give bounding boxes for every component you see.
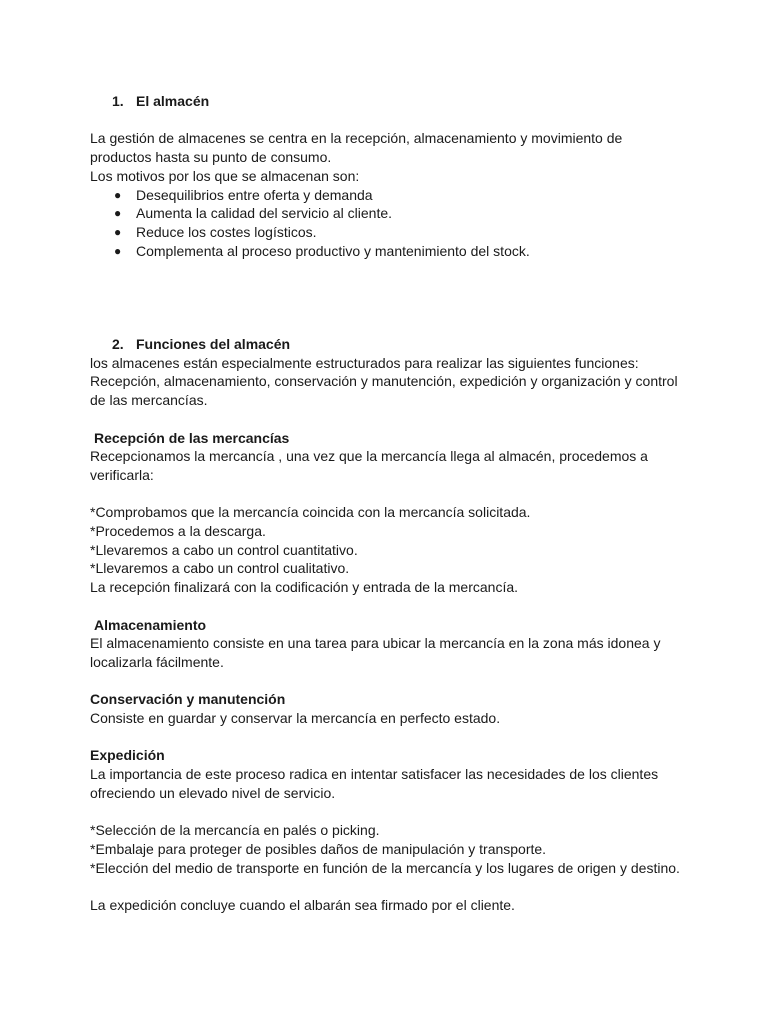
expedicion-step: *Selección de la mercancía en palés o picking. [90,822,380,839]
almacenamiento-heading: Almacenamiento [94,616,207,633]
section-1-intro-line: productos hasta su punto de consumo. [90,149,332,166]
recepcion-step: *Comprobamos que la mercancía coincida con la mercancía solicitada. [90,504,531,521]
almacenamiento-text-line: El almacenamiento consiste en una tarea para ubicar la mercancía en la zona más idonea y [90,635,661,652]
list-item-text: Complementa al proceso productivo y mantenimiento del stock. [136,242,530,259]
section-2-title: Funciones del almacén [136,336,291,353]
section-1-intro-line: Los motivos por los que se almacenan son: [90,167,360,184]
section-1-title: El almacén [136,93,210,109]
reasons-list [90,186,690,261]
list-item-text: Desequilibrios entre oferta y demanda [136,186,373,203]
recepcion-heading: Recepción de las mercancías [94,429,290,446]
bullet-icon: ● [114,206,122,221]
bullet-icon: ● [114,224,122,239]
expedicion-closing: La expedición concluye cuando el albarán sea firmado por el cliente. [90,897,515,914]
list-item-text: Aumenta la calidad del servicio al cliente. [136,205,393,222]
list-item-text: Reduce los costes logísticos. [136,223,317,240]
expedicion-heading: Expedición [90,747,165,764]
list-item [90,242,690,261]
recepcion-step: *Llevaremos a cabo un control cualitativo. [90,560,350,577]
recepcion-step: *Procedemos a la descarga. [90,523,266,540]
section-2-number: 2. [112,336,124,353]
bullet-icon: ● [114,187,122,202]
list-item [90,204,690,223]
document-page [90,92,690,915]
conservacion-heading: Conservación y manutención [90,691,286,708]
expedicion-step: *Elección del medio de transporte en función de la mercancía y los lugares de origen y destino. [90,859,680,876]
section-1-intro-line: La gestión de almacenes se centra en la recepción, almacenamiento y movimiento de [90,130,623,147]
bullet-icon: ● [114,243,122,258]
section-2-heading [90,335,690,354]
recepcion-step: *Llevaremos a cabo un control cuantitativo. [90,541,358,558]
conservacion-text: Consiste en guardar y conservar la mercancía en perfecto estado. [90,710,501,727]
list-item [90,186,690,205]
expedicion-text-line: ofreciendo un elevado nivel de servicio. [90,784,336,801]
section-2-intro-line: de las mercancías. [90,392,208,409]
expedicion-step: *Embalaje para proteger de posibles daños de manipulación y transporte. [90,840,547,857]
section-2-intro-line: los almacenes están especialmente estructurados para realizar las siguientes funciones: [90,354,639,371]
recepcion-intro-line: verificarla: [90,466,154,483]
section-1-heading [90,92,690,111]
recepcion-step: La recepción finalizará con la codificación y entrada de la mercancía. [90,579,519,596]
almacenamiento-text-line: localizarla fácilmente. [90,653,224,670]
list-item [90,223,690,242]
section-2-intro-line: Recepción, almacenamiento, conservación y manutención, expedición y organización y control [90,373,678,390]
expedicion-text-line: La importancia de este proceso radica en intentar satisfacer las necesidades de los clientes [90,766,659,783]
section-1-number: 1. [112,93,124,109]
recepcion-intro-line: Recepcionamos la mercancía , una vez que la mercancía llega al almacén, procedemos a [90,448,648,465]
